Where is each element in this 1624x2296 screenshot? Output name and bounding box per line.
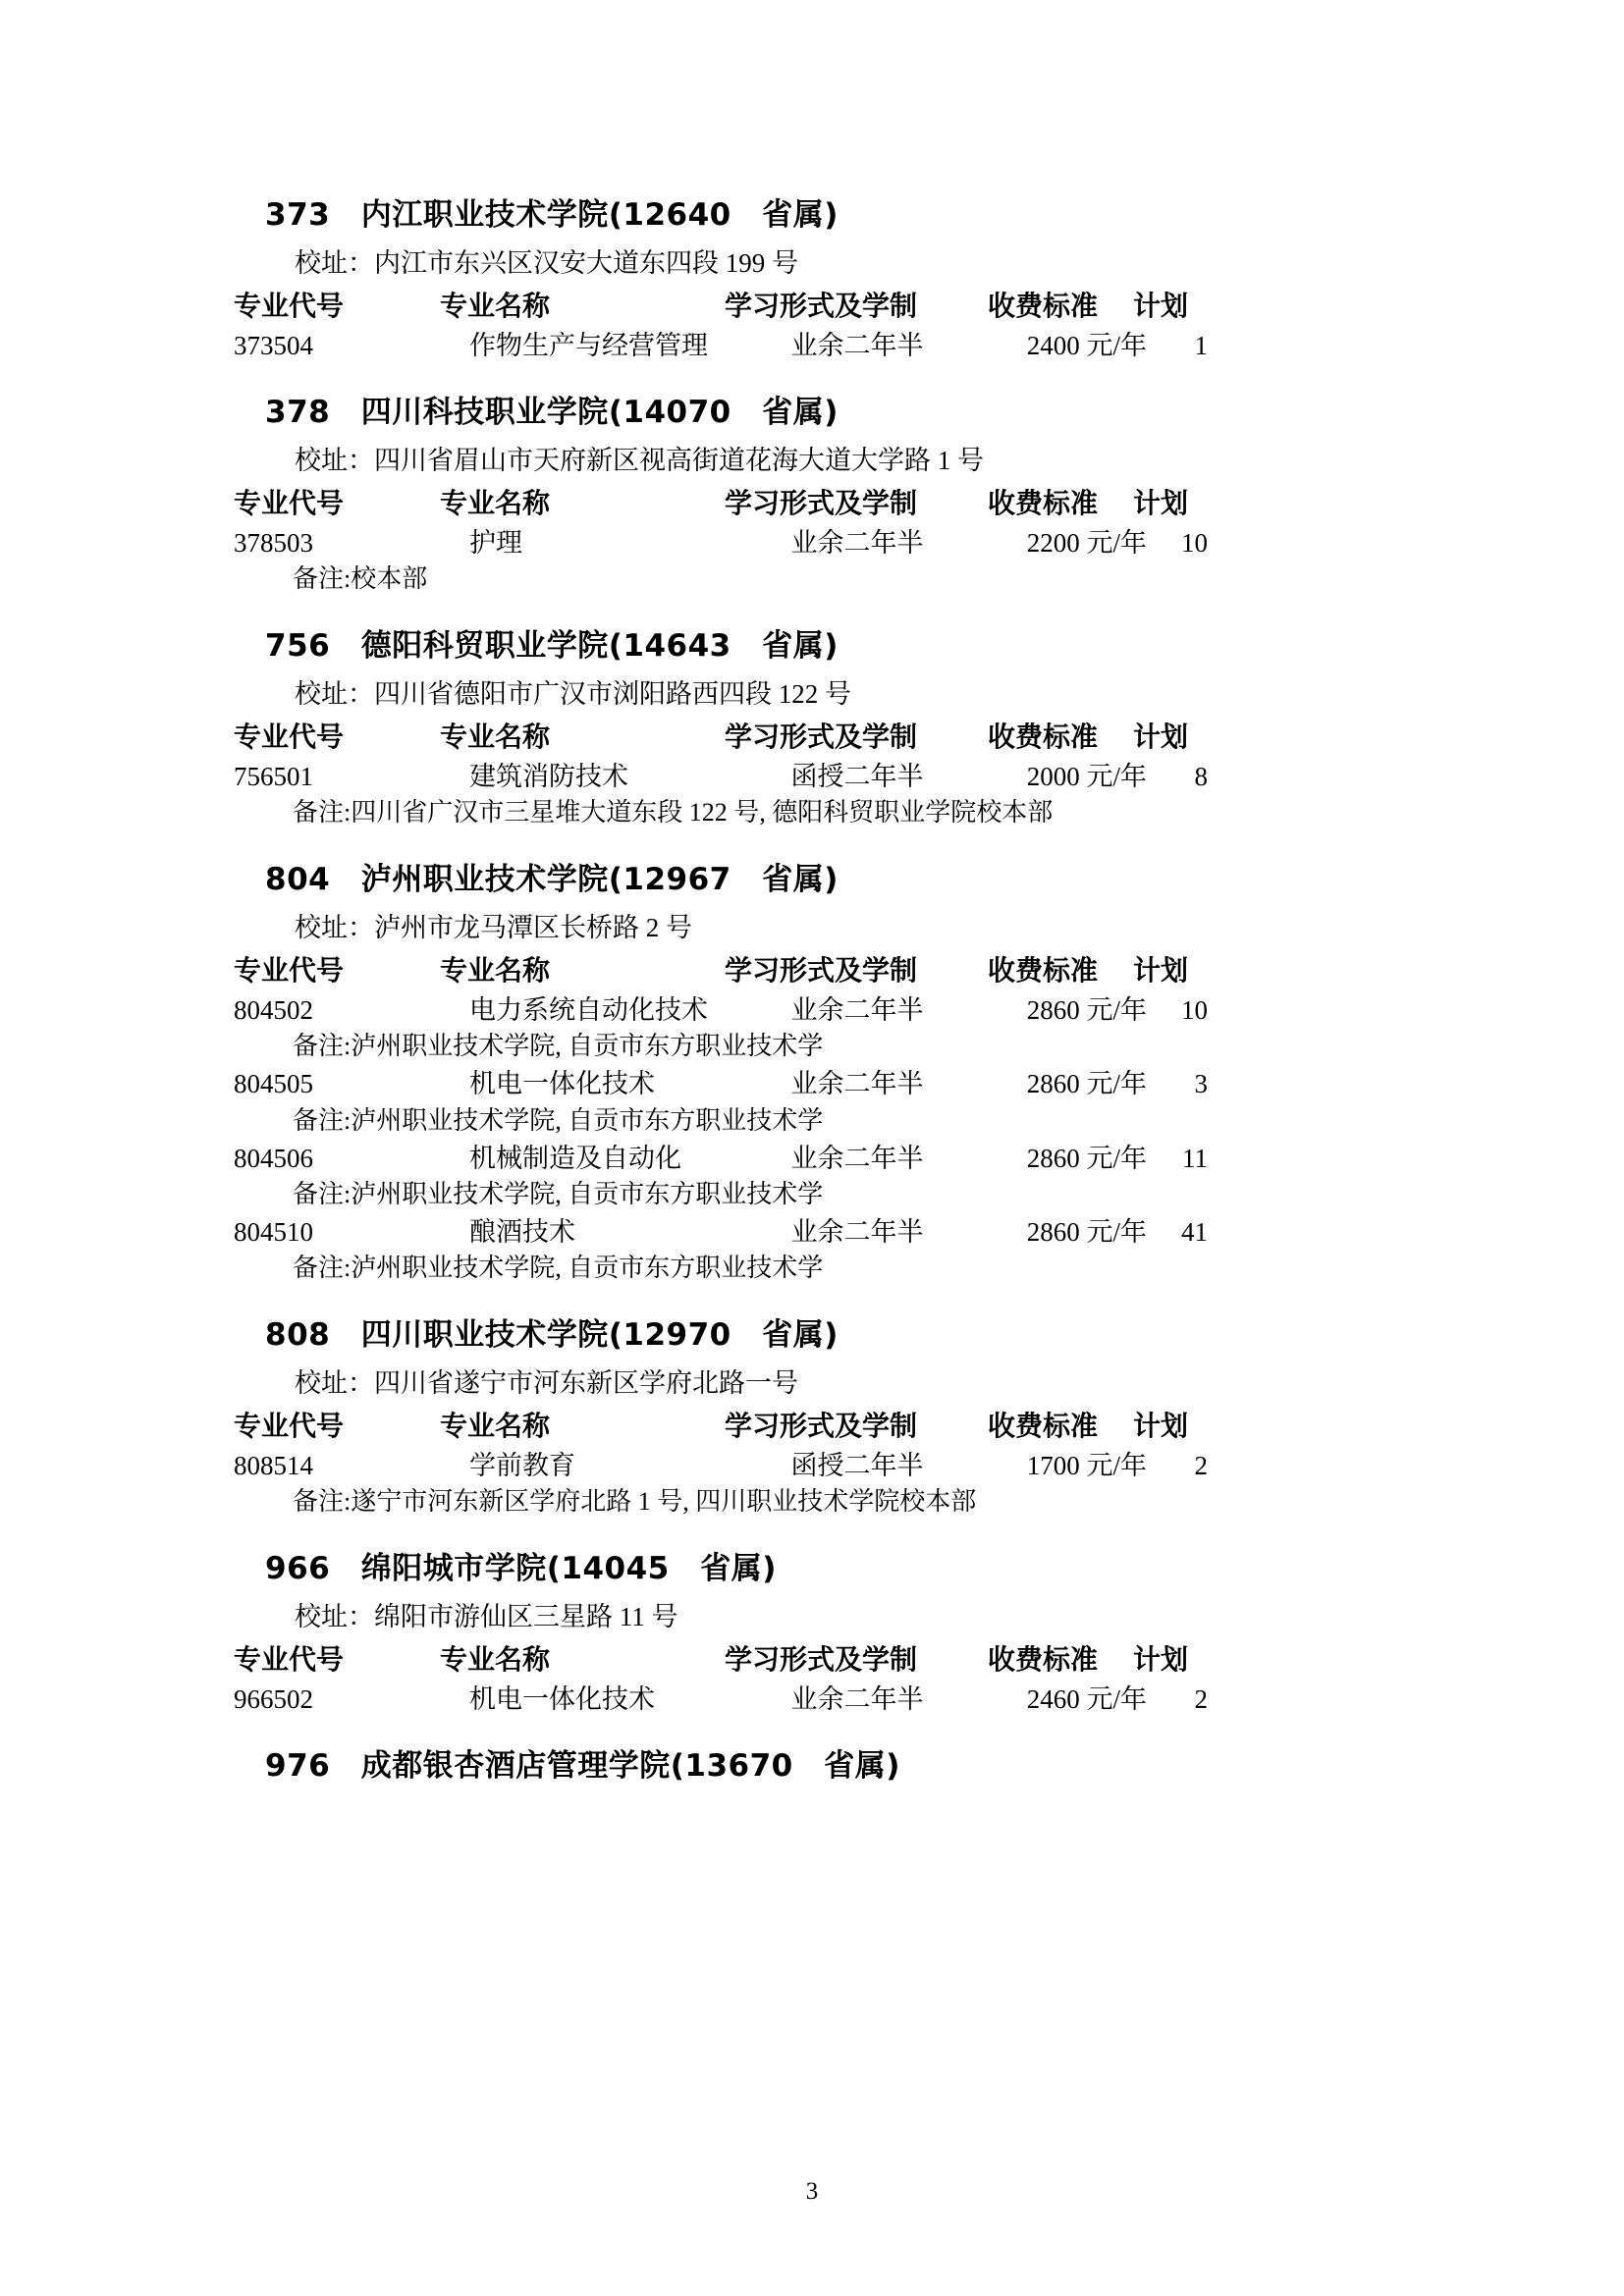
plan: 1: [1194, 330, 1208, 360]
major-code: 804505: [234, 1069, 313, 1099]
header-fee: 收费标准: [988, 1409, 1099, 1442]
table-row: [234, 524, 1437, 561]
header-plan: 计划: [1133, 1642, 1189, 1676]
major-name: 建筑消防技术: [469, 762, 628, 792]
table-row: [234, 1213, 1437, 1251]
table-row: [234, 327, 1437, 364]
header-fee: 收费标准: [988, 289, 1099, 322]
major-remark: 备注:泸州职业技术学院, 自贡市东方职业技术学: [293, 1032, 824, 1061]
study-form: 业余二年半: [790, 330, 924, 360]
fee: 2200 元/年: [1026, 527, 1147, 558]
major-name: 机械制造及自动化: [469, 1143, 681, 1173]
major-remark: 备注:校本部: [293, 564, 428, 594]
school-block: [187, 623, 1437, 831]
school-title: 804 泸州职业技术学院(12967 省属): [265, 862, 839, 898]
plan: 3: [1194, 1069, 1208, 1099]
fee: 2860 元/年: [1026, 1069, 1147, 1099]
header-plan: 计划: [1133, 1409, 1189, 1442]
school-block: [187, 390, 1437, 598]
header-study-form: 学习形式及学制: [725, 289, 918, 322]
major-name: 护理: [469, 527, 522, 558]
header-major-code: 专业代号: [234, 289, 345, 322]
header-plan: 计划: [1133, 486, 1189, 519]
major-code: 804506: [234, 1143, 313, 1173]
school-title: 808 四川职业技术学院(12970 省属): [265, 1317, 839, 1354]
fee: 2860 元/年: [1026, 1143, 1147, 1173]
header-major-name: 专业名称: [440, 720, 551, 753]
table-row: [234, 758, 1437, 795]
fee: 2860 元/年: [1026, 995, 1147, 1026]
header-fee: 收费标准: [988, 1642, 1099, 1676]
fee: 2000 元/年: [1026, 762, 1147, 792]
school-block: [187, 857, 1437, 1287]
plan: 10: [1181, 527, 1208, 558]
school-address: 校址：四川省德阳市广汉市浏阳路西四段 122 号: [295, 678, 851, 709]
plan: 41: [1181, 1216, 1208, 1247]
study-form: 业余二年半: [790, 1069, 924, 1099]
header-major-code: 专业代号: [234, 1409, 345, 1442]
table-row: [234, 1065, 1437, 1102]
major-code: 378503: [234, 527, 313, 558]
school-address: 校址：四川省眉山市天府新区视高街道花海大道大学路 1 号: [295, 445, 984, 475]
school-block: [187, 1312, 1437, 1521]
plan: 2: [1194, 1683, 1208, 1714]
page-number: 3: [805, 2178, 819, 2205]
school-title: 378 四川科技职业学院(14070 省属): [265, 395, 839, 431]
study-form: 业余二年半: [790, 1143, 924, 1173]
header-major-name: 专业名称: [440, 1642, 551, 1676]
header-major-name: 专业名称: [440, 1409, 551, 1442]
major-code: 804502: [234, 995, 313, 1026]
column-headers: [234, 718, 1437, 756]
major-code: 804510: [234, 1216, 313, 1247]
column-headers: [234, 951, 1437, 989]
header-major-code: 专业代号: [234, 720, 345, 753]
major-name: 酿酒技术: [469, 1216, 575, 1247]
major-remark: 备注:遂宁市河东新区学府北路 1 号, 四川职业技术学院校本部: [293, 1487, 977, 1517]
table-row: [234, 1447, 1437, 1484]
major-name: 机电一体化技术: [469, 1683, 655, 1714]
study-form: 业余二年半: [790, 1683, 924, 1714]
school-address: 校址：内江市东兴区汉安大道东四段 199 号: [295, 247, 798, 278]
table-row: [234, 1681, 1437, 1718]
school-title: 966 绵阳城市学院(14045 省属): [265, 1551, 777, 1587]
school-address: 校址：绵阳市游仙区三星路 11 号: [295, 1601, 678, 1631]
fee: 2860 元/年: [1026, 1216, 1147, 1247]
plan: 2: [1194, 1450, 1208, 1480]
school-title: 976 成都银杏酒店管理学院(13670 省属): [265, 1748, 900, 1785]
study-form: 业余二年半: [790, 995, 924, 1026]
header-fee: 收费标准: [988, 720, 1099, 753]
fee: 2460 元/年: [1026, 1683, 1147, 1714]
major-name: 机电一体化技术: [469, 1069, 655, 1099]
study-form: 业余二年半: [790, 1216, 924, 1247]
school-block: [187, 1743, 1437, 1789]
school-address: 校址：四川省遂宁市河东新区学府北路一号: [295, 1367, 798, 1398]
study-form: 业余二年半: [790, 527, 924, 558]
header-study-form: 学习形式及学制: [725, 953, 918, 987]
header-fee: 收费标准: [988, 486, 1099, 519]
major-code: 373504: [234, 330, 313, 360]
plan: 11: [1182, 1143, 1208, 1173]
major-name: 学前教育: [469, 1450, 575, 1480]
major-code: 966502: [234, 1683, 313, 1714]
header-major-code: 专业代号: [234, 953, 345, 987]
fee: 1700 元/年: [1026, 1450, 1147, 1480]
header-major-name: 专业名称: [440, 486, 551, 519]
study-form: 函授二年半: [790, 1450, 924, 1480]
column-headers: [234, 1407, 1437, 1445]
table-row: [234, 1140, 1437, 1177]
column-headers: [234, 287, 1437, 325]
major-code: 756501: [234, 762, 313, 792]
header-study-form: 学习形式及学制: [725, 1409, 918, 1442]
header-study-form: 学习形式及学制: [725, 720, 918, 753]
plan: 8: [1194, 762, 1208, 792]
school-title: 373 内江职业技术学院(12640 省属): [265, 197, 839, 233]
header-major-code: 专业代号: [234, 1642, 345, 1676]
header-study-form: 学习形式及学制: [725, 1642, 918, 1676]
column-headers: [234, 1640, 1437, 1679]
major-name: 电力系统自动化技术: [469, 995, 708, 1026]
fee: 2400 元/年: [1026, 330, 1147, 360]
major-name: 作物生产与经营管理: [469, 330, 708, 360]
header-major-name: 专业名称: [440, 289, 551, 322]
column-headers: [234, 484, 1437, 522]
major-remark: 备注:泸州职业技术学院, 自贡市东方职业技术学: [293, 1179, 824, 1208]
major-code: 808514: [234, 1450, 313, 1480]
major-remark: 备注:泸州职业技术学院, 自贡市东方职业技术学: [293, 1254, 824, 1283]
header-fee: 收费标准: [988, 953, 1099, 987]
table-row: [234, 991, 1437, 1029]
school-address: 校址：泸州市龙马潭区长桥路 2 号: [295, 912, 692, 942]
school-block: [187, 192, 1437, 364]
study-form: 函授二年半: [790, 762, 924, 792]
header-major-code: 专业代号: [234, 486, 345, 519]
school-title: 756 德阳科贸职业学院(14643 省属): [265, 628, 839, 665]
school-block: [187, 1546, 1437, 1718]
header-major-name: 专业名称: [440, 953, 551, 987]
header-study-form: 学习形式及学制: [725, 486, 918, 519]
header-plan: 计划: [1133, 953, 1189, 987]
major-remark: 备注:泸州职业技术学院, 自贡市东方职业技术学: [293, 1105, 824, 1135]
plan: 10: [1181, 995, 1208, 1026]
header-plan: 计划: [1133, 720, 1189, 753]
header-plan: 计划: [1133, 289, 1189, 322]
major-remark: 备注:四川省广汉市三星堆大道东段 122 号, 德阳科贸职业学院校本部: [293, 798, 1054, 828]
